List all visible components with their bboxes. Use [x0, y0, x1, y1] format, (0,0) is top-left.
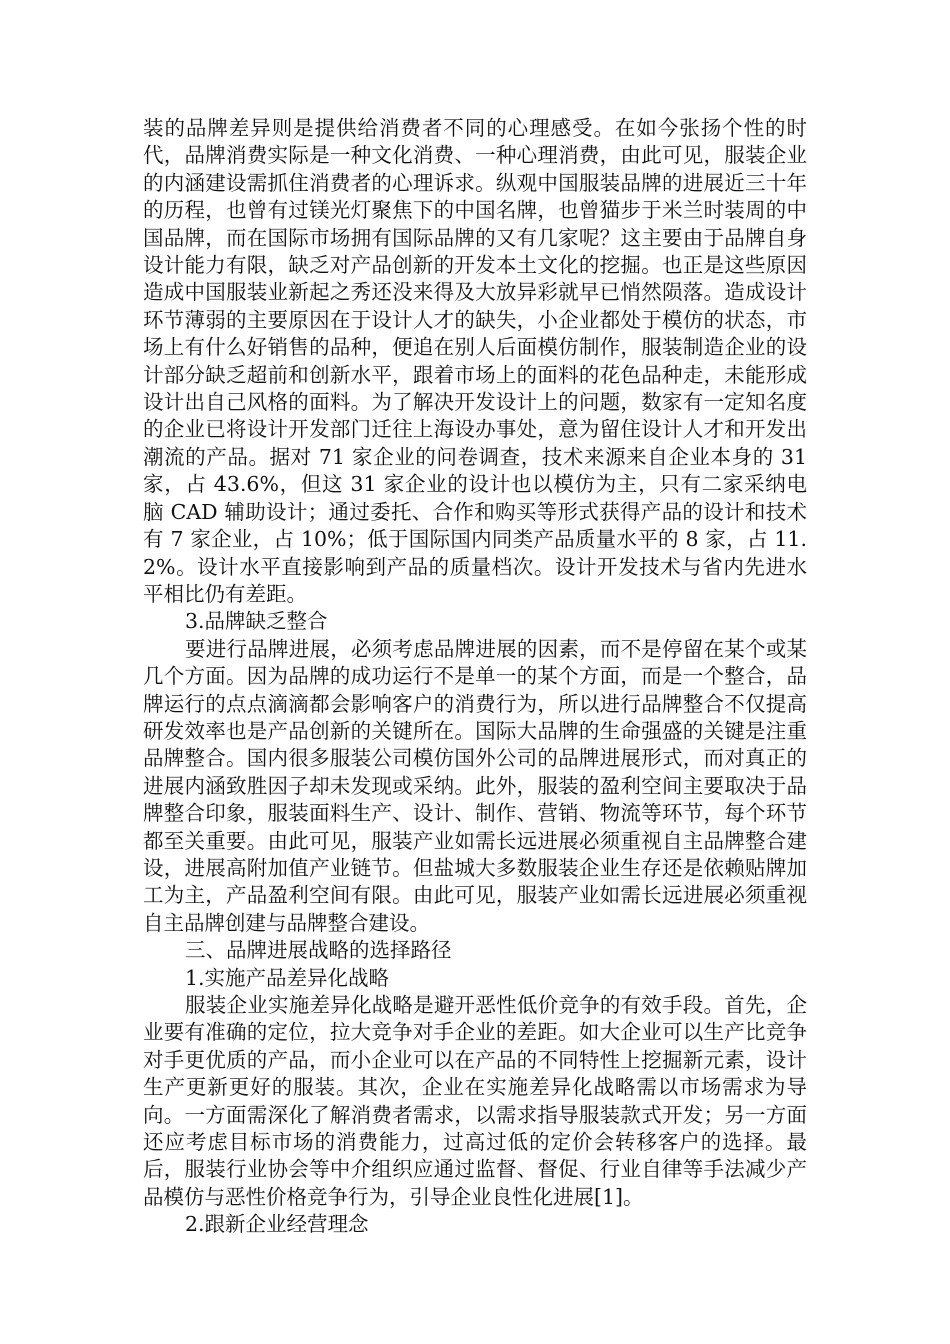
- section-heading: 三、品牌进展战略的选择路径: [185, 938, 452, 963]
- document-page: [143, 115, 807, 1239]
- body-paragraph: 服装企业实施差异化战略是避开恶性低价竞争的有效手段。首先，企业要有准确的定位，拉大竞争对手企业的差距。如大企业可以生产比竞争对手更优质的产品，而小企业可以在产品的不同特性上挖掘新元素，设计生产更新更好的服装。其次，企业在实施差异化战略需以市场需求为导向。一方面需深化了解消费者需求，以需求指导服装款式开发；另一方面还应考虑目标市场的消费能力，过高过低的定价会转移客户的选择。最后，服装行业协会等中介组织应通过监督、督促、行业自律等手法减少产品模仿与恶性价格竞争行为，引导企业良性化进展[1]。: [143, 993, 807, 1209]
- section-subheading: 3.品牌缺乏整合: [185, 609, 328, 634]
- body-paragraph: 装的品牌差异则是提供给消费者不同的心理感受。在如今张扬个性的时代，品牌消费实际是一种文化消费、一种心理消费，由此可见，服装企业的内涵建设需抓住消费者的心理诉求。纵观中国服装品牌的进展近三十年的历程，也曾有过镁光灯聚焦下的中国名牌，也曾猫步于米兰时装周的中国品牌，而在国际市场拥有国际品牌的又有几家呢？这主要由于品牌自身设计能力有限，缺乏对产品创新的开发本土文化的挖掘。也正是这些原因造成中国服装业新起之秀还没来得及大放异彩就早已悄然陨落。造成设计环节薄弱的主要原因在于设计人才的缺失，小企业都处于模仿的状态，市场上有什么好销售的品种，便追在别人后面模仿制作，服装制造企业的设计部分缺乏超前和创新水平，跟着市场上的面料的花色品种走，未能形成设计出自己风格的面料。为了解决开发设计上的问题，数家有一定知名度的企业已将设计开发部门迁往上海设办事处，意为留住设计人才和开发出潮流的产品。据对 71 家企业的问卷调查，技术来源来自企业本身的 31 家，占 43.6%，但这 31 家企业的设计也以模仿为主，只有二家采纳电脑 CAD 辅助设计；通过委托、合作和购买等形式获得产品的设计和技术有 7 家企业，占 10%；低于国际国内同类产品质量水平的 8 家，占 11.2%。设计水平直接影响到产品的质量档次。设计开发技术与省内先进水平相比仍有差距。: [143, 116, 807, 606]
- section-subheading: 2.跟新企业经营理念: [185, 1212, 369, 1237]
- section-subheading: 1.实施产品差异化战略: [185, 965, 390, 990]
- body-paragraph: 要进行品牌进展，必须考虑品牌进展的因素，而不是停留在某个或某几个方面。因为品牌的成功运行不是单一的某个方面，而是一个整合，品牌运行的点点滴滴都会影响客户的消费行为，所以进行品牌整合不仅提高研发效率也是产品创新的关键所在。国际大品牌的生命强盛的关键是注重品牌整合。国内很多服装公司模仿国外公司的品牌进展形式，而对真正的进展内涵致胜因子却未发现或采纳。此外，服装的盈利空间主要取决于品牌整合印象，服装面料生产、设计、制作、营销、物流等环节，每个环节都至关重要。由此可见，服装产业如需长远进展必须重视自主品牌整合建设，进展高附加值产业链节。但盐城大多数服装企业生存还是依赖贴牌加工为主，产品盈利空间有限。由此可见，服装产业如需长远进展必须重视自主品牌创建与品牌整合建设。: [143, 636, 807, 935]
